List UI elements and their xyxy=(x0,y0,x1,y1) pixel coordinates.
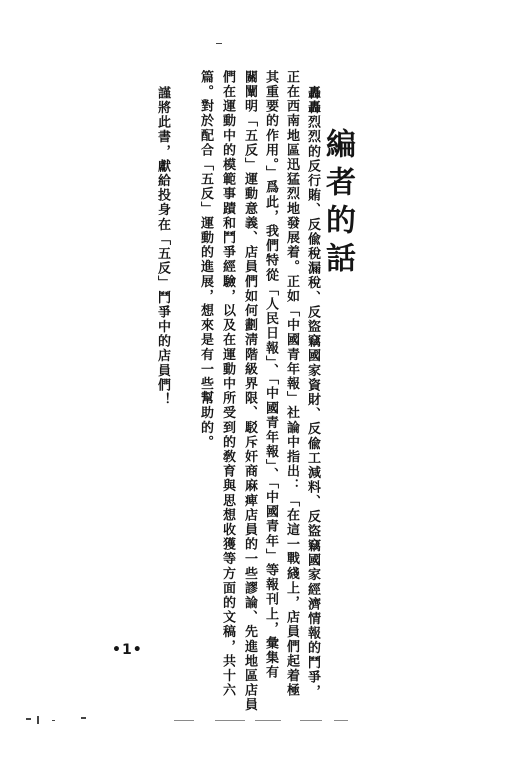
body-column-3: 其重要的作用。」爲此，我們特從「人民日報」、「中國青年報」、「中國青年」等報刊上，彙集有 xyxy=(263,70,278,680)
scan-dash xyxy=(215,720,245,721)
scan-speck xyxy=(52,720,55,721)
body-column-2: 正在西南地區迅猛烈地發展着。正如「中國青年報」社論中指出：「在這一戰綫上，店員們起着極 xyxy=(284,70,299,698)
body-column-6: 篇。對於配合「五反」運動的進展，想來是有一些幫助的。 xyxy=(198,70,213,450)
body-column-5: 們在運動中的模範事蹟和鬥爭經驗，以及在運動中所受到的敎育與思想收獲等方面的文稿，共十六 xyxy=(220,70,235,698)
scan-speck xyxy=(216,43,222,44)
scan-dash xyxy=(334,720,348,721)
page-number: •1• xyxy=(112,642,143,658)
body-column-1: 轟轟烈烈的反行賄、反偸稅漏稅、反盜竊國家資財、反偸工減料、反盜竊國家經濟情報的鬥爭， xyxy=(305,86,320,700)
scan-speck xyxy=(37,716,39,724)
page-title: 編者的話 xyxy=(320,128,355,280)
body-column-4: 關闡明「五反」運動意義、店員們如何劃淸階級界限、駁斥奸商麻痺店員的一些謬論、先進地區店員 xyxy=(242,70,257,713)
scan-speck xyxy=(26,718,31,720)
body-column-8: 謹將此書，獻給投身在「五反」鬥爭中的店員們！ xyxy=(155,86,170,408)
scan-dash xyxy=(174,720,194,721)
scan-dash xyxy=(255,720,281,721)
scan-dash xyxy=(300,720,322,721)
scan-speck xyxy=(81,717,86,719)
